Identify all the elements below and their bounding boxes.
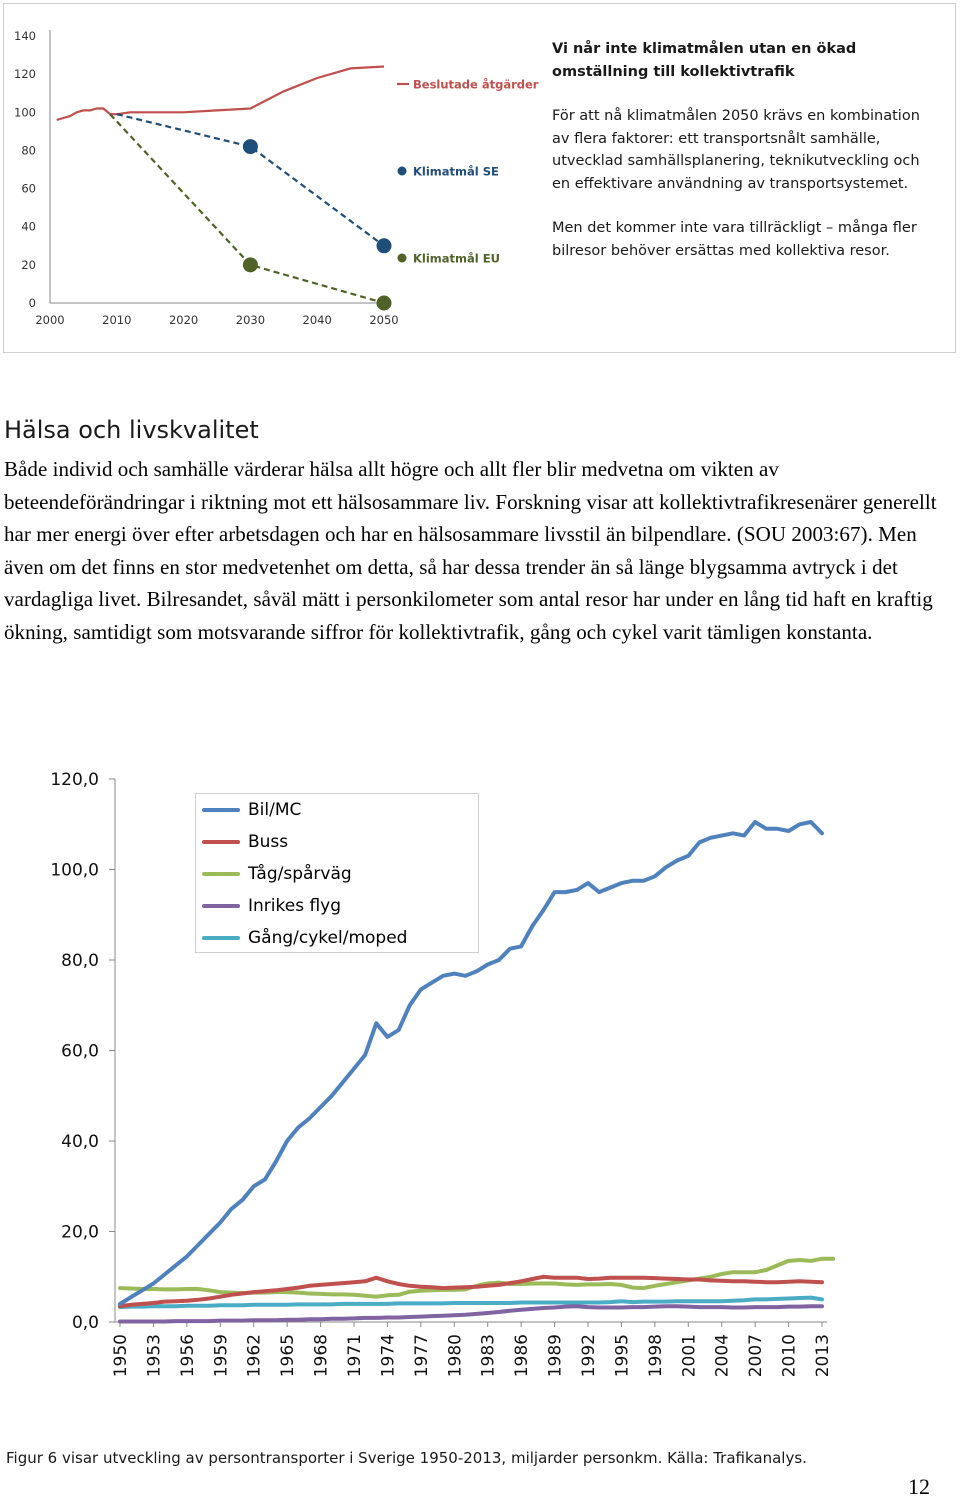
legend-swatch: [202, 808, 240, 812]
legend-label: Bil/MC: [248, 800, 302, 820]
x-tick-label: 2000: [35, 313, 65, 327]
x-tick-label: 1980: [445, 1334, 466, 1378]
x-tick-label: 1989: [545, 1334, 566, 1378]
y-tick-label: 60: [21, 181, 36, 196]
x-tick-label: 1998: [645, 1334, 666, 1378]
series-line: [120, 1259, 833, 1297]
x-tick-label: 2010: [779, 1334, 800, 1378]
y-tick-label: 120,0: [50, 770, 99, 790]
figure-caption: Figur 6 visar utveckling av persontransporter i Sverige 1950-2013, miljarder personkm. Källa: Trafikanalys.: [6, 1449, 807, 1467]
box-title: Vi når inte klimatmålen utan en ökad omställning till kollektivtrafik: [552, 41, 857, 80]
x-tick-label: 1965: [278, 1334, 299, 1378]
y-tick-label: 0,0: [71, 1313, 99, 1333]
y-tick-label: 80: [21, 143, 36, 158]
y-tick-label: 0: [28, 296, 36, 310]
x-tick-label: 1959: [211, 1334, 232, 1378]
legend-item: [202, 862, 352, 886]
y-tick-label: 100,0: [50, 860, 99, 881]
legend-swatch: [202, 904, 240, 908]
x-tick-label: 1974: [378, 1334, 399, 1378]
page-number: 12: [908, 1474, 930, 1499]
x-tick-label: 1971: [345, 1334, 365, 1378]
x-tick-label: 2040: [302, 313, 332, 327]
legend-label: Klimatmål EU: [413, 251, 500, 266]
x-tick-label: 2030: [235, 313, 266, 327]
y-tick-label: 100: [14, 105, 36, 120]
legend-swatch: [202, 872, 240, 876]
x-tick-label: 1983: [478, 1334, 499, 1378]
section-body: Både individ och samhälle värderar hälsa allt högre och allt fler blir medvetna om vikten av beteendeförändringar i riktning mot ett hälsosammare liv. Forskning visar att kollektivtrafikresenärer generellt har mer energi över efter arbetsdagen och har en hälsosammare livsstil än bilpendlare. (SOU 2003:67). Men även om det finns en stor medvetenhet om detta, så har dessa trender än så länge blygsamma avtryck i det vardagliga livet. Bilresandet, såväl mätt i personkilometer som antal resor har under en lång tid haft en kraftig ökning, samtidigt som motsvarande siffror för kollektivtrafik, gång och cykel varit tämligen konstanta.: [4, 457, 937, 644]
x-tick-label: 1992: [579, 1334, 599, 1378]
legend-item: [202, 830, 288, 854]
x-tick-label: 1950: [111, 1334, 131, 1378]
x-tick-label: 1962: [244, 1334, 265, 1378]
x-tick-label: 2050: [369, 313, 399, 327]
y-tick-label: 40,0: [61, 1132, 99, 1152]
y-tick-label: 20: [21, 257, 36, 272]
legend-swatch: [202, 936, 240, 940]
x-tick-label: 1953: [144, 1334, 165, 1378]
legend-swatch: [202, 840, 240, 844]
legend-label: Klimatmål SE: [413, 164, 499, 179]
legend-label: Buss: [248, 832, 289, 852]
legend-item: [202, 894, 341, 918]
y-tick-label: 40: [21, 219, 36, 234]
legend-label: Gång/cykel/moped: [248, 928, 408, 948]
legend-label: Tåg/spårväg: [248, 864, 352, 884]
y-tick-label: 120: [14, 67, 36, 82]
section-heading: Hälsa och livskvalitet: [4, 416, 259, 444]
y-tick-label: 20,0: [61, 1222, 99, 1243]
legend-label: Beslutade åtgärder: [413, 77, 539, 92]
box-paragraph-2: Men det kommer inte vara tillräckligt – många fler bilresor behöver ersättas med kollektiva resor.: [552, 220, 917, 259]
x-tick-label: 1977: [411, 1334, 432, 1378]
transport-chart-legend: [195, 793, 479, 953]
y-tick-label: 140: [14, 29, 36, 43]
x-tick-label: 2010: [102, 313, 132, 327]
x-tick-label: 1995: [612, 1334, 633, 1378]
x-tick-label: 2001: [679, 1334, 700, 1378]
legend-label: Inrikes flyg: [248, 896, 342, 916]
x-tick-label: 1956: [177, 1334, 198, 1378]
x-tick-label: 2020: [168, 313, 199, 327]
legend-item: [202, 926, 407, 950]
y-tick-label: 60,0: [61, 1041, 99, 1062]
x-tick-label: 2004: [712, 1334, 733, 1378]
x-tick-label: 2013: [813, 1334, 833, 1378]
legend-item: [202, 798, 301, 822]
series-line: [120, 1306, 822, 1321]
y-tick-label: 80,0: [61, 951, 99, 971]
box-paragraph-1: För att nå klimatmålen 2050 krävs en kombination av flera faktorer: ett transportsnålt samhälle, utvecklad samhällsplanering, teknikutveckling och en effektivare användning av transportsystemet.: [552, 108, 920, 192]
x-tick-label: 1986: [512, 1334, 533, 1378]
x-tick-label: 1968: [311, 1334, 332, 1378]
x-tick-label: 2007: [746, 1334, 767, 1378]
